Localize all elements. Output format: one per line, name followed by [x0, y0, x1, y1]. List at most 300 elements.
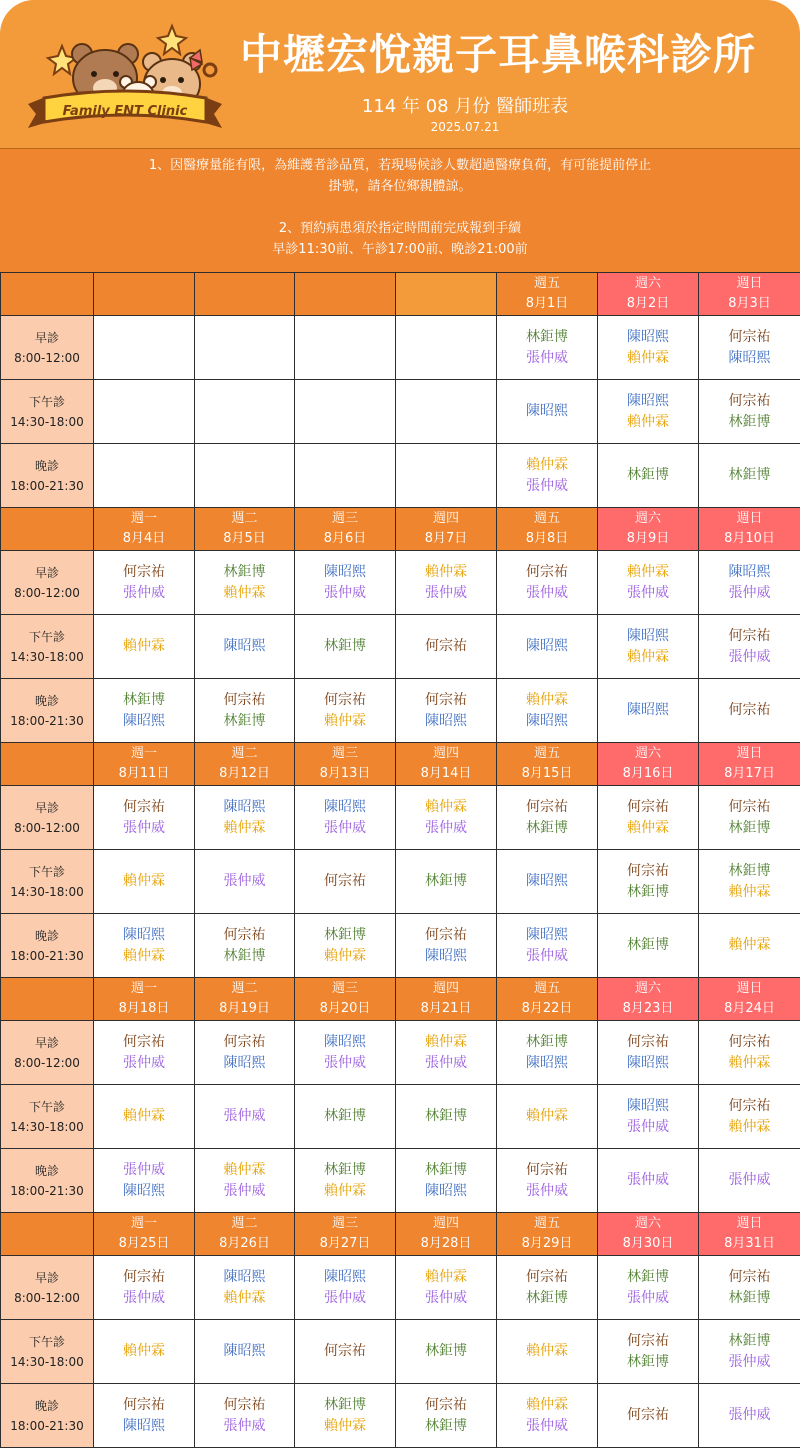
schedule-cell	[94, 316, 195, 380]
session-label	[1, 444, 94, 508]
date-label: 8月6日	[323, 531, 367, 546]
doctor-name: 賴仲霖	[526, 456, 568, 473]
doctor-name: 賴仲霖	[526, 691, 568, 708]
day-header	[598, 1213, 699, 1256]
day-header	[195, 743, 295, 786]
schedule-cell	[195, 380, 295, 444]
doctor-name: 陳昭熙	[627, 1097, 669, 1114]
schedule-cell	[295, 914, 396, 978]
doctor-name: 陳昭熙	[223, 638, 266, 654]
doctor-name: 林鉅博	[425, 873, 467, 889]
doctor-name: 賴仲霖	[123, 1343, 165, 1359]
schedule-cell	[396, 316, 497, 380]
schedule-cell	[598, 444, 699, 508]
schedule-cell	[497, 1320, 598, 1384]
doctor-name: 何宗祐	[526, 1268, 568, 1285]
doctor-name: 林鉅博	[223, 712, 266, 729]
doctor-name: 何宗祐	[123, 1268, 165, 1285]
doctor-name: 賴仲霖	[526, 1108, 568, 1124]
schedule-cell	[94, 551, 195, 615]
schedule-cell	[195, 444, 295, 508]
doctor-name: 張仲威	[123, 1289, 165, 1306]
schedule-cell	[94, 1320, 195, 1384]
date-label: 8月9日	[626, 531, 670, 546]
session-time: 8:00-12:00	[14, 1055, 80, 1070]
schedule-cell	[598, 615, 699, 679]
date-label: 8月10日	[724, 531, 775, 546]
schedule-cell	[295, 1384, 396, 1448]
schedule-cell	[295, 444, 396, 508]
day-header	[699, 508, 800, 551]
doctor-name: 陳昭熙	[223, 798, 266, 815]
session-label	[1, 679, 94, 743]
schedule-cell	[699, 679, 800, 743]
session-time: 8:00-12:00	[14, 1290, 80, 1305]
weekday-label: 週三	[331, 981, 358, 996]
schedule-cell	[195, 1256, 295, 1320]
session-time: 14:30-18:00	[10, 1354, 84, 1369]
schedule-cell	[94, 850, 195, 914]
session-time: 18:00-21:30	[10, 948, 84, 963]
session-label	[1, 615, 94, 679]
doctor-name: 賴仲霖	[425, 798, 467, 815]
doctor-name: 賴仲霖	[526, 1396, 568, 1413]
weekday-label: 週五	[533, 511, 560, 526]
date-label: 8月26日	[219, 1236, 270, 1251]
doctor-name: 何宗祐	[728, 798, 771, 815]
doctor-name: 何宗祐	[526, 798, 568, 815]
session-label	[1, 551, 94, 615]
doctor-name: 張仲威	[627, 584, 669, 601]
day-header	[94, 508, 195, 551]
doctor-name: 何宗祐	[728, 328, 771, 345]
session-name: 早診	[34, 565, 59, 580]
schedule-cell	[94, 615, 195, 679]
doctor-name: 陳昭熙	[425, 1182, 467, 1199]
header-banner	[0, 0, 800, 148]
doctor-name: 賴仲霖	[627, 413, 669, 430]
date-label: 8月3日	[728, 296, 771, 311]
doctor-name: 陳昭熙	[425, 947, 467, 964]
schedule-cell	[295, 1320, 396, 1384]
date-label: 8月4日	[122, 531, 166, 546]
doctor-name: 陳昭熙	[324, 1268, 366, 1285]
doctor-name: 何宗祐	[728, 1097, 771, 1114]
schedule-cell	[94, 1256, 195, 1320]
session-time: 18:00-21:30	[10, 1183, 84, 1198]
day-header	[94, 743, 195, 786]
weekday-label: 週日	[736, 746, 763, 761]
schedule-cell	[195, 1085, 295, 1149]
schedule-cell	[396, 1085, 497, 1149]
schedule-cell	[598, 679, 699, 743]
doctor-name: 陳昭熙	[324, 798, 366, 815]
date-label: 8月19日	[219, 1001, 270, 1016]
doctor-name: 陳昭熙	[223, 1268, 266, 1285]
notice-line: 2、預約病患須於指定時間前完成報到手續	[278, 221, 522, 236]
session-label	[1, 316, 94, 380]
day-header	[295, 1213, 396, 1256]
doctor-name: 陳昭熙	[123, 712, 165, 729]
schedule-cell	[195, 316, 295, 380]
week-header-row	[1, 978, 800, 1021]
doctor-name: 賴仲霖	[123, 947, 165, 964]
doctor-name: 林鉅博	[627, 1353, 669, 1370]
session-label	[1, 1256, 94, 1320]
schedule-cell	[497, 380, 598, 444]
schedule-cell	[195, 850, 295, 914]
doctor-name: 張仲威	[324, 1289, 366, 1306]
weekday-label: 週二	[231, 746, 258, 761]
doctor-name: 何宗祐	[627, 862, 669, 879]
schedule-cell	[598, 551, 699, 615]
day-header	[195, 1213, 295, 1256]
day-header	[396, 508, 497, 551]
doctor-name: 林鉅博	[526, 328, 568, 345]
weekday-label: 週一	[130, 981, 157, 996]
doctor-name: 賴仲霖	[728, 1118, 771, 1135]
doctor-name: 賴仲霖	[627, 648, 669, 665]
date-label: 8月5日	[223, 531, 266, 546]
schedule-cell	[497, 1021, 598, 1085]
session-name: 早診	[34, 800, 59, 815]
doctor-name: 林鉅博	[627, 467, 669, 483]
doctor-name: 何宗祐	[324, 1343, 366, 1359]
weekday-label: 週六	[634, 276, 661, 291]
session-name: 下午診	[28, 1334, 65, 1349]
session-name: 晚診	[34, 458, 59, 473]
schedule-cell	[396, 444, 497, 508]
schedule-cell	[699, 615, 800, 679]
schedule-cell	[497, 444, 598, 508]
schedule-cell	[497, 1256, 598, 1320]
header-corner	[1, 508, 94, 551]
schedule-cell	[699, 1384, 800, 1448]
session-row	[1, 615, 800, 679]
doctor-name: 林鉅博	[324, 1108, 366, 1124]
doctor-name: 陳昭熙	[526, 712, 568, 729]
session-row	[1, 1085, 800, 1149]
header-corner	[1, 743, 94, 786]
schedule-table	[0, 272, 800, 1448]
day-header	[497, 978, 598, 1021]
session-row	[1, 380, 800, 444]
doctor-name: 林鉅博	[123, 691, 165, 708]
date-label: 8月21日	[420, 1001, 472, 1016]
schedule-cell	[195, 1384, 295, 1448]
doctor-name: 何宗祐	[425, 638, 467, 654]
day-header	[295, 978, 396, 1021]
doctor-name: 林鉅博	[324, 638, 366, 654]
doctor-name: 賴仲霖	[728, 1054, 771, 1071]
doctor-name: 張仲威	[324, 819, 366, 836]
doctor-name: 賴仲霖	[223, 819, 266, 836]
schedule-cell	[94, 1085, 195, 1149]
schedule-cell	[396, 679, 497, 743]
schedule-cell	[295, 1149, 396, 1213]
session-label	[1, 1384, 94, 1448]
session-time: 8:00-12:00	[14, 350, 80, 365]
week-header-row	[1, 508, 800, 551]
session-time: 18:00-21:30	[10, 478, 84, 493]
doctor-name: 賴仲霖	[324, 947, 366, 964]
doctor-name: 張仲威	[123, 819, 165, 836]
doctor-name: 賴仲霖	[223, 1289, 266, 1306]
doctor-name: 陳昭熙	[627, 1054, 669, 1071]
clinic-title: 中壢宏悅親子耳鼻喉科診所	[240, 30, 757, 79]
doctor-name: 何宗祐	[728, 392, 771, 409]
doctor-name: 林鉅博	[728, 819, 771, 836]
weekday-label: 週四	[432, 511, 459, 526]
doctor-name: 林鉅博	[425, 1108, 467, 1124]
schedule-cell	[598, 914, 699, 978]
schedule-cell	[497, 786, 598, 850]
day-header	[699, 978, 800, 1021]
session-row	[1, 316, 800, 380]
schedule-cell	[598, 316, 699, 380]
schedule-cell	[598, 786, 699, 850]
schedule-cell	[195, 615, 295, 679]
schedule-cell	[396, 1021, 497, 1085]
doctor-name: 林鉅博	[728, 467, 771, 483]
doctor-name: 林鉅博	[728, 1289, 771, 1306]
session-row	[1, 1256, 800, 1320]
weekday-label: 週四	[432, 746, 459, 761]
session-row	[1, 850, 800, 914]
doctor-name: 陳昭熙	[526, 403, 568, 419]
doctor-name: 陳昭熙	[526, 873, 568, 889]
doctor-name: 張仲威	[123, 584, 165, 601]
doctor-name: 張仲威	[526, 947, 568, 964]
doctor-name: 林鉅博	[526, 1289, 568, 1306]
doctor-name: 張仲威	[324, 584, 366, 601]
date-label: 8月27日	[319, 1236, 371, 1251]
date-label: 8月1日	[525, 296, 569, 311]
schedule-cell	[699, 1256, 800, 1320]
session-row	[1, 1021, 800, 1085]
schedule-cell	[598, 1320, 699, 1384]
schedule-cell	[396, 380, 497, 444]
schedule-cell	[195, 1021, 295, 1085]
weekday-label: 週二	[231, 1216, 258, 1231]
schedule-cell	[94, 444, 195, 508]
schedule-cell	[699, 786, 800, 850]
date-label: 8月16日	[622, 766, 674, 781]
schedule-cell	[195, 679, 295, 743]
schedule-cell	[598, 380, 699, 444]
date-label: 8月25日	[118, 1236, 170, 1251]
day-header	[295, 273, 396, 316]
doctor-name: 張仲威	[627, 1289, 669, 1306]
session-label	[1, 850, 94, 914]
doctor-name: 陳昭熙	[627, 627, 669, 644]
schedule-cell	[699, 380, 800, 444]
date-label: 8月11日	[118, 766, 170, 781]
date-label: 8月30日	[622, 1236, 674, 1251]
schedule-subtitle: 114 年 08 月份 醫師班表	[361, 96, 569, 117]
weekday-label: 週三	[331, 746, 358, 761]
doctor-name: 何宗祐	[627, 1332, 669, 1349]
day-header	[295, 743, 396, 786]
doctor-name: 陳昭熙	[123, 1417, 165, 1434]
date-label: 8月2日	[626, 296, 670, 311]
doctor-name: 林鉅博	[728, 862, 771, 879]
schedule-cell	[497, 850, 598, 914]
schedule-cell	[94, 914, 195, 978]
schedule-cell	[94, 1149, 195, 1213]
doctor-name: 賴仲霖	[627, 819, 669, 836]
doctor-name: 何宗祐	[526, 563, 568, 580]
session-time: 18:00-21:30	[10, 1418, 84, 1433]
doctor-name: 何宗祐	[123, 563, 165, 580]
schedule-cell	[295, 1021, 396, 1085]
bear-family-logo-icon	[20, 18, 230, 133]
day-header	[497, 743, 598, 786]
schedule-cell	[396, 850, 497, 914]
doctor-name: 張仲威	[123, 1054, 165, 1071]
session-name: 早診	[34, 1035, 59, 1050]
session-name: 下午診	[28, 1099, 65, 1114]
week-header-row	[1, 273, 800, 316]
doctor-name: 林鉅博	[627, 937, 669, 953]
day-header	[598, 743, 699, 786]
schedule-cell	[295, 850, 396, 914]
session-row	[1, 786, 800, 850]
schedule-cell	[396, 551, 497, 615]
session-time: 14:30-18:00	[10, 884, 84, 899]
doctor-name: 張仲威	[425, 584, 467, 601]
date-label: 8月17日	[724, 766, 775, 781]
day-header	[195, 273, 295, 316]
day-header	[497, 1213, 598, 1256]
doctor-name: 何宗祐	[627, 798, 669, 815]
weekday-label: 週五	[533, 1216, 560, 1231]
day-header	[699, 273, 800, 316]
doctor-name: 陳昭熙	[526, 1054, 568, 1071]
date-label: 8月7日	[424, 531, 468, 546]
doctor-name: 張仲威	[728, 1353, 771, 1370]
schedule-cell	[94, 1384, 195, 1448]
doctor-name: 何宗祐	[223, 1396, 266, 1413]
day-header	[396, 273, 497, 316]
doctor-name: 賴仲霖	[324, 712, 366, 729]
doctor-name: 林鉅博	[324, 926, 366, 943]
date-label: 8月18日	[118, 1001, 170, 1016]
schedule-cell	[497, 914, 598, 978]
schedule-cell	[94, 679, 195, 743]
doctor-name: 林鉅博	[728, 413, 771, 430]
doctor-name: 賴仲霖	[223, 584, 266, 601]
doctor-name: 張仲威	[627, 1118, 669, 1135]
session-time: 8:00-12:00	[14, 820, 80, 835]
header-corner	[1, 273, 94, 316]
weekday-label: 週日	[736, 511, 763, 526]
schedule-cell	[598, 1256, 699, 1320]
schedule-cell	[598, 1384, 699, 1448]
doctor-name: 何宗祐	[223, 691, 266, 708]
weekday-label: 週一	[130, 1216, 157, 1231]
doctor-name: 張仲威	[526, 349, 568, 366]
doctor-name: 何宗祐	[728, 627, 771, 644]
doctor-name: 張仲威	[425, 1289, 467, 1306]
doctor-name: 何宗祐	[123, 1033, 165, 1050]
day-header	[497, 508, 598, 551]
schedule-cell	[497, 1149, 598, 1213]
doctor-name: 張仲威	[324, 1054, 366, 1071]
doctor-name: 何宗祐	[123, 798, 165, 815]
notice-line: 1、因醫療量能有限，為維護者診品質，若現場候診人數超過醫療負荷，有可能提前停止	[148, 158, 652, 173]
doctor-name: 張仲威	[223, 1108, 266, 1124]
session-time: 14:30-18:00	[10, 414, 84, 429]
session-name: 下午診	[28, 864, 65, 879]
schedule-cell	[295, 316, 396, 380]
doctor-name: 何宗祐	[627, 1407, 669, 1423]
schedule-cell	[699, 444, 800, 508]
doctor-name: 林鉅博	[425, 1417, 467, 1434]
session-name: 晚診	[34, 693, 59, 708]
session-label	[1, 1149, 94, 1213]
doctor-name: 林鉅博	[223, 563, 266, 580]
doctor-name: 賴仲霖	[627, 349, 669, 366]
doctor-name: 賴仲霖	[728, 883, 771, 900]
notice-line: 掛號，請各位鄉親體諒。	[328, 179, 472, 194]
day-header	[94, 1213, 195, 1256]
weekday-label: 週六	[634, 511, 661, 526]
doctor-name: 何宗祐	[425, 926, 467, 943]
schedule-cell	[195, 914, 295, 978]
doctor-name: 張仲威	[728, 1172, 771, 1188]
doctor-name: 何宗祐	[728, 1033, 771, 1050]
date-label: 8月13日	[319, 766, 371, 781]
date-label: 8月23日	[622, 1001, 674, 1016]
day-header	[396, 743, 497, 786]
schedule-cell	[699, 316, 800, 380]
doctor-name: 陳昭熙	[627, 328, 669, 345]
header-corner	[1, 1213, 94, 1256]
doctor-name: 張仲威	[728, 1407, 771, 1423]
schedule-cell	[598, 1085, 699, 1149]
week-header-row	[1, 1213, 800, 1256]
day-header	[598, 273, 699, 316]
doctor-name: 陳昭熙	[627, 392, 669, 409]
doctor-name: 張仲威	[223, 1182, 266, 1199]
notice-line: 早診11:30前、午診17:00前、晚診21:00前	[272, 242, 528, 257]
schedule-cell	[497, 316, 598, 380]
weekday-label: 週一	[130, 746, 157, 761]
doctor-name: 張仲威	[627, 1172, 669, 1188]
schedule-cell	[94, 786, 195, 850]
doctor-name: 張仲威	[123, 1161, 165, 1178]
session-label	[1, 914, 94, 978]
session-label	[1, 1085, 94, 1149]
day-header	[195, 508, 295, 551]
week-header-row	[1, 743, 800, 786]
doctor-name: 陳昭熙	[425, 712, 467, 729]
schedule-cell	[295, 551, 396, 615]
doctor-name: 張仲威	[728, 584, 771, 601]
doctor-name: 張仲威	[223, 873, 266, 889]
doctor-name: 何宗祐	[324, 691, 366, 708]
doctor-name: 賴仲霖	[425, 1268, 467, 1285]
schedule-cell	[396, 1384, 497, 1448]
doctor-name: 賴仲霖	[123, 873, 165, 889]
doctor-name: 何宗祐	[425, 1396, 467, 1413]
doctor-name: 林鉅博	[324, 1161, 366, 1178]
schedule-cell	[598, 1021, 699, 1085]
schedule-cell	[396, 1149, 497, 1213]
schedule-cell	[94, 380, 195, 444]
schedule-cell	[195, 786, 295, 850]
